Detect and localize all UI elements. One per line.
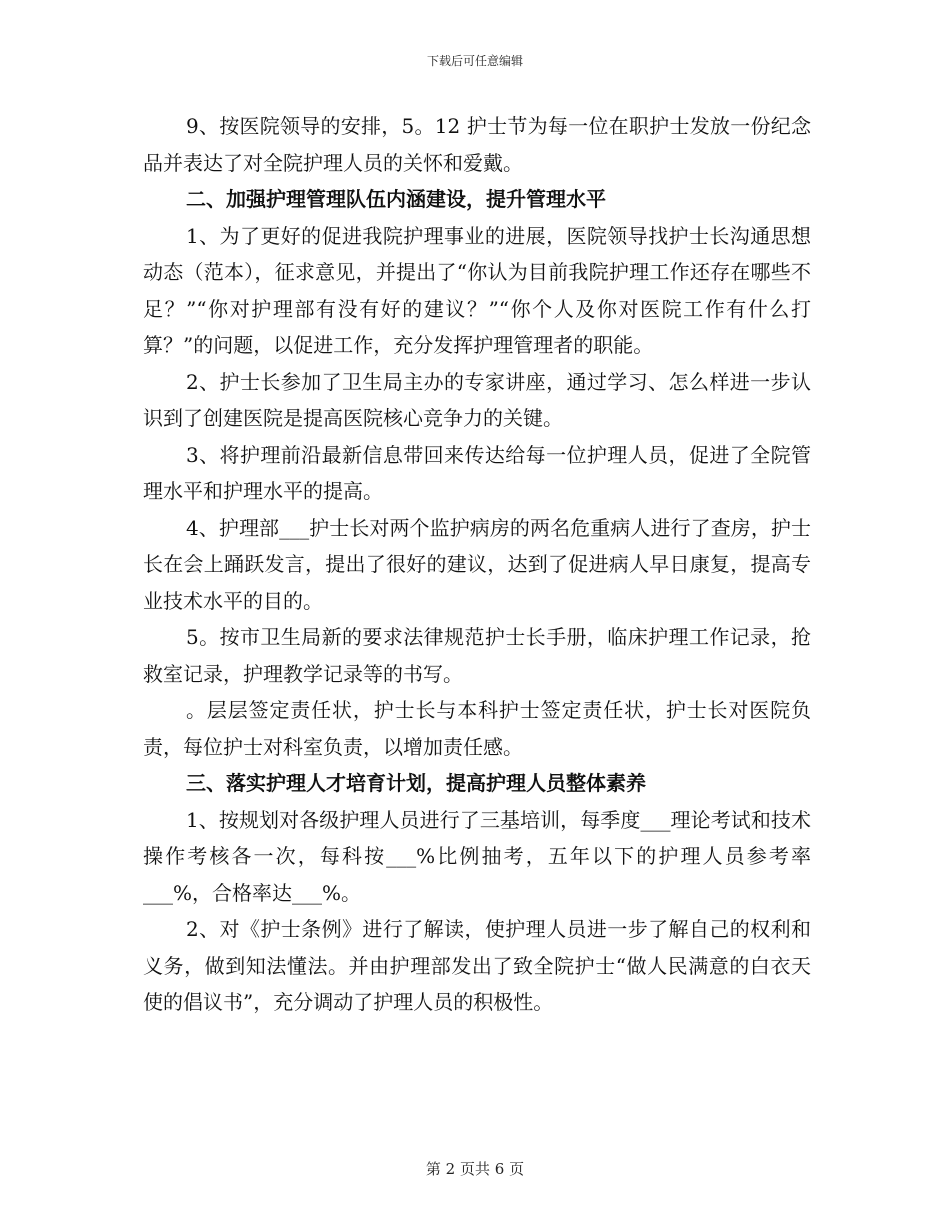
- text-line: 参考率___%，合格率达___%。: [143, 844, 811, 905]
- text-line: 思想动态（范本），征求意见，并提出了“你认为目前我院护理工作: [143, 223, 812, 284]
- text-line: 二、加强护理管理队伍内涵建设，提升管理水平: [186, 187, 606, 211]
- section-heading: [143, 765, 811, 802]
- text-line: 9、按医院领导的安排，5。12 护士节为每一位在职护士发放一份: [186, 114, 771, 138]
- text-line: 者的职能。: [553, 333, 654, 357]
- text-line: 1、为了更好的促进我院护理事业的进展，医院领导找护士长沟通: [186, 223, 771, 248]
- text-line: 5。按市卫生局新的要求法律规范护士长手册，临床护理工作记录，: [186, 625, 791, 649]
- paragraph: [143, 364, 811, 437]
- paragraph: [143, 911, 811, 1021]
- text-line: 抢救室记录，护理教学记录等的书写。: [143, 625, 811, 686]
- text-line: 2、护士长参加了卫生局主办的专家讲座，通过学习、怎么样进一: [186, 369, 771, 394]
- document-body: [143, 108, 811, 1021]
- page-footer: 第 2 页共 6 页: [425, 1160, 525, 1178]
- paragraph: [143, 802, 811, 912]
- text-line: 对医院工作有什么打算？”的问题，以促进工作，充分发挥护理管理: [143, 296, 811, 357]
- text-line: 纪念品并表达了对全院护理人员的关怀和爱戴。: [143, 114, 811, 175]
- text-line: 步认识到了创建医院是提高医院核心竞争力的关键。: [143, 369, 812, 430]
- paragraph: [143, 218, 811, 364]
- page-header: 下载后可任意编辑: [426, 54, 523, 68]
- text-line: 还存在哪些不足？”“你对护理部有没有好的建议？”“你个人及你: [143, 260, 812, 321]
- paragraph: [143, 108, 811, 181]
- section-heading: [143, 181, 811, 218]
- text-line: 三、落实护理人才培育计划，提高护理人员整体素养: [186, 771, 646, 795]
- text-line: 护士长在会上踊跃发言，提出了很好的建议，达到了促进病人早日康: [143, 515, 811, 576]
- text-line: 院负责，每位护士对科室负责，以增加责任感。: [143, 698, 812, 759]
- text-line: 3、将护理前沿最新信息带回来传达给每一位护理人员，促进了全: [186, 442, 771, 467]
- text-line: 和技术操作考核各一次，每科按___%比例抽考，五年以下的护理人员: [143, 807, 811, 868]
- text-line: 4、护理部___护士长对两个监护病房的两名危重病人进行了查房，: [186, 515, 771, 540]
- text-line: 。层层签定责任状，护士长与本科护士签定责任状，护士长对医: [186, 698, 771, 722]
- paragraph: [143, 692, 811, 765]
- text-line: 院管理水平和护理水平的提高。: [143, 442, 812, 503]
- text-line: 2、对《护士条例》进行了解读，使护理人员进一步了解自己的权: [186, 917, 771, 941]
- text-line: 利和义务，做到知法懂法。并由护理部发出了致全院护士“做人民满: [143, 917, 812, 978]
- text-line: 意的白衣天使的倡议书”，充分调动了护理人员的积极性。: [143, 953, 812, 1014]
- text-line: 1、按规划对各级护理人员进行了三基培训，每季度___理论考试: [186, 807, 751, 832]
- paragraph: [143, 510, 811, 620]
- paragraph: [143, 437, 811, 510]
- paragraph: [143, 619, 811, 692]
- text-line: 复，提高专业技术水平的目的。: [143, 552, 811, 613]
